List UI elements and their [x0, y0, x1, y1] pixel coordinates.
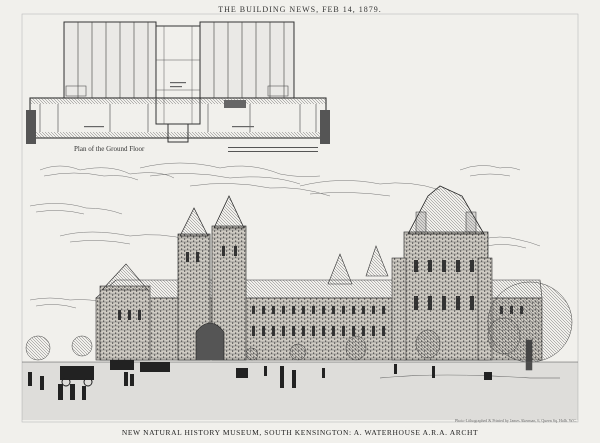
forecourt-ground: [22, 362, 578, 420]
ground-floor-plan: [26, 22, 330, 144]
scale-bar: [228, 147, 318, 152]
engraving-caption: NEW NATURAL HISTORY MUSEUM, SOUTH KENSINGTON: A. WATERHOUSE A.R.A. ARCHT: [121, 428, 479, 437]
plan-caption: Plan of the Ground Floor: [74, 145, 145, 153]
printer-credit: Photo-Lithographed & Printed by James Akerman, 6, Queen Sq. Holb. W.C.: [455, 418, 577, 423]
museum-building: [96, 186, 542, 360]
page-header: THE BUILDING NEWS, FEB 14, 1879.: [218, 5, 382, 14]
